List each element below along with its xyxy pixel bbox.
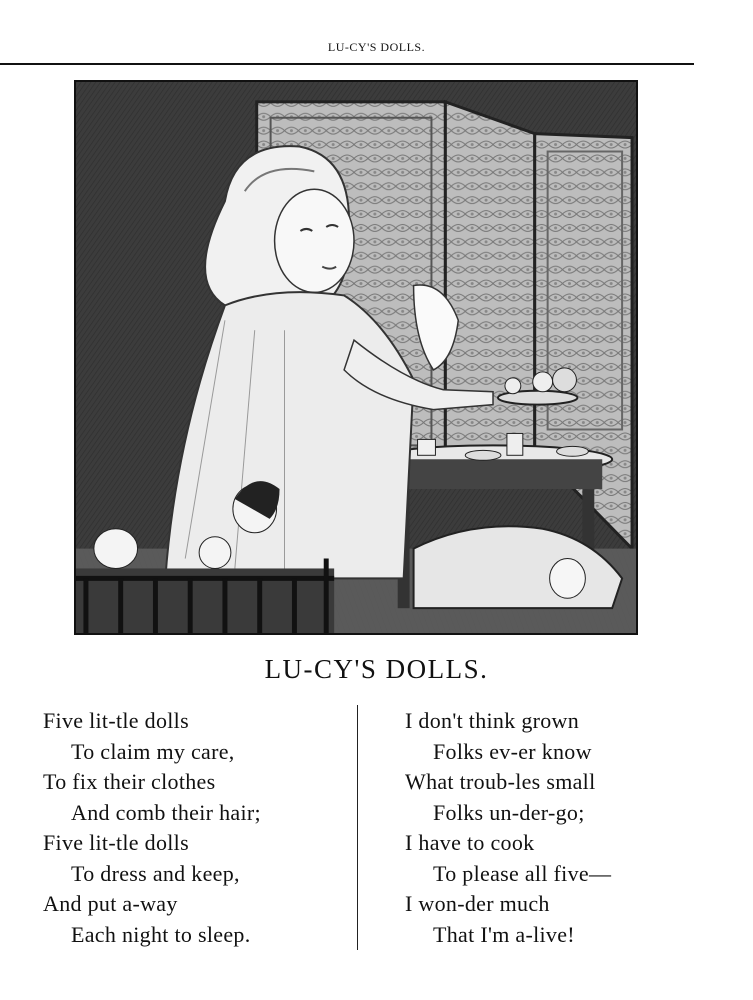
illustration [74,80,638,635]
poem-line: Five lit-tle dolls [43,830,189,855]
poem-line: To dress and keep, [71,860,240,886]
engraving-image [76,82,636,633]
poem-line: Folks un-der-go; [433,799,585,825]
poem-line: Each night to sleep. [71,921,251,947]
running-head: LU-CY'S DOLLS. [327,40,426,54]
poem-line: Folks ev-er know [433,738,592,764]
poem-line: That I'm a-live! [433,921,575,947]
column-divider [357,705,358,950]
poem-title: LU-CY'S DOLLS. [264,654,489,684]
poem-line: And put a-way [43,891,178,916]
right-stanza [405,706,705,950]
head-rule [0,63,694,65]
poem-line: I don't think grown [405,708,580,733]
poem-line: I won-der much [405,891,550,916]
poem-line: And comb their hair; [71,799,261,825]
left-stanza [43,706,343,950]
poem-line: To claim my care, [71,738,235,764]
poem-line: I have to cook [405,830,535,855]
poem-line: To fix their clothes [43,769,216,794]
poem-line: Five lit-tle dolls [43,708,189,733]
poem-line: What troub-les small [405,769,596,794]
poem-line: To please all five— [433,860,612,886]
